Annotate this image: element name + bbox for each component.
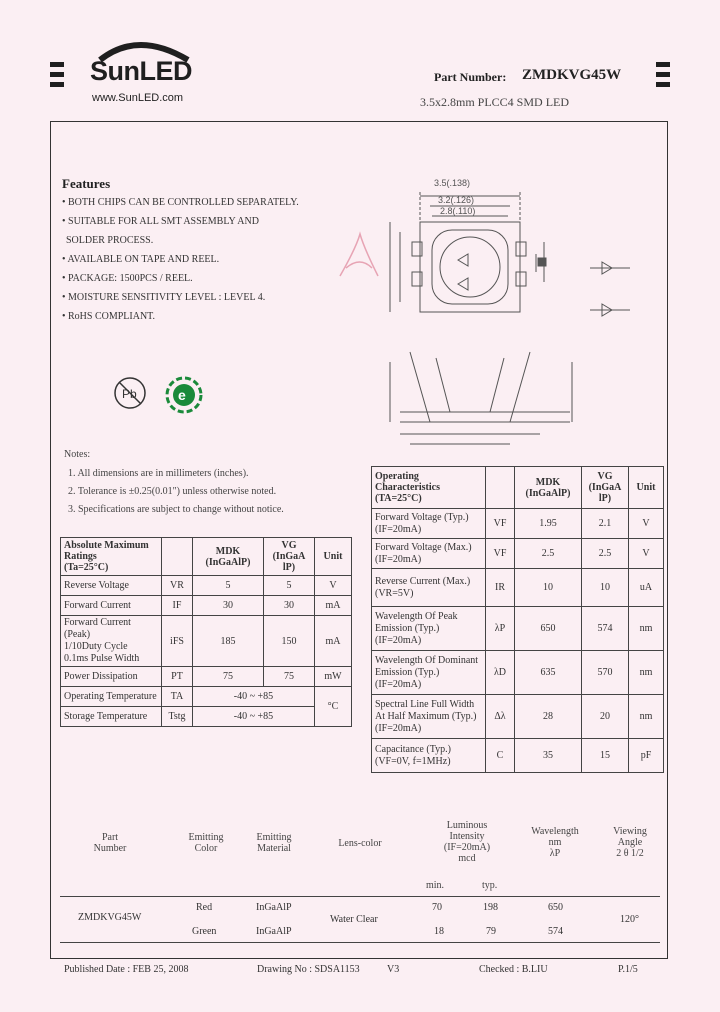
part-number-value: ZMDKVG45W xyxy=(522,67,622,83)
row-vg: 574 xyxy=(582,607,629,651)
sel-color: Green xyxy=(192,926,217,937)
package-dimension-drawing xyxy=(340,172,670,448)
row-symbol: λD xyxy=(486,651,515,695)
row-name: Forward Voltage (Max.) (IF=20mA) xyxy=(372,539,486,569)
row-symbol: VR xyxy=(162,576,193,596)
table-row xyxy=(61,596,352,616)
dim-label: 3.2(.126) xyxy=(438,195,475,205)
dim-label: 3.5(.138) xyxy=(434,178,471,188)
table-row xyxy=(372,539,664,569)
note-item: 2. Tolerance is ±0.25(0.01") unless otherwise noted. xyxy=(68,486,277,497)
row-range: -40 ~ +85 xyxy=(193,707,315,727)
row-vg: 5 xyxy=(264,576,315,596)
row-name: Storage Temperature xyxy=(61,707,162,727)
features-title: Features xyxy=(62,176,111,191)
brand-name: SunLED xyxy=(90,56,192,86)
sel-part-number: ZMDKVG45W xyxy=(78,912,142,923)
row-vg: 75 xyxy=(264,667,315,687)
sel-material: InGaAlP xyxy=(256,902,292,913)
feature-item: • MOISTURE SENSITIVITY LEVEL : LEVEL 4. xyxy=(62,292,266,303)
row-symbol: Tstg xyxy=(162,707,193,727)
row-mdk: 5 xyxy=(193,576,264,596)
table-row xyxy=(372,739,664,773)
row-symbol: C xyxy=(486,739,515,773)
row-mdk: 10 xyxy=(515,569,582,607)
abs-header-unit: Unit xyxy=(315,538,352,576)
table-row xyxy=(372,509,664,539)
row-mdk: 35 xyxy=(515,739,582,773)
row-name: Forward Current xyxy=(61,596,162,616)
row-mdk: 185 xyxy=(193,616,264,667)
brand-url: www.SunLED.com xyxy=(92,92,184,104)
row-vg: 30 xyxy=(264,596,315,616)
sel-min: 18 xyxy=(434,926,444,937)
abs-header-title: Absolute Maximum Ratings (Ta=25°C) xyxy=(61,538,162,576)
feature-item: SOLDER PROCESS. xyxy=(66,235,154,246)
selection-divider xyxy=(60,896,660,897)
row-vg: 570 xyxy=(582,651,629,695)
row-name: Forward Voltage (Typ.) (IF=20mA) xyxy=(372,509,486,539)
row-name: Capacitance (Typ.) (VF=0V, f=1MHz) xyxy=(372,739,486,773)
right-bars-icon xyxy=(656,62,670,92)
row-unit: V xyxy=(315,576,352,596)
sel-min: 70 xyxy=(432,902,442,913)
row-unit: uA xyxy=(629,569,664,607)
row-vg: 20 xyxy=(582,695,629,739)
sel-header-min: min. xyxy=(426,880,445,891)
notes-title: Notes: xyxy=(64,449,91,460)
pb-free-icon xyxy=(112,375,148,411)
op-header-title: Operating Characteristics (TA=25°C) xyxy=(372,467,486,509)
row-symbol: PT xyxy=(162,667,193,687)
row-name: Wavelength Of Dominant Emission (Typ.) (IF=20mA) xyxy=(372,651,486,695)
feature-item: • SUITABLE FOR ALL SMT ASSEMBLY AND xyxy=(62,216,259,227)
sel-header-typ: typ. xyxy=(482,880,498,891)
sel-header-material: Emitting Material xyxy=(256,832,292,854)
row-mdk: 30 xyxy=(193,596,264,616)
row-symbol: IF xyxy=(162,596,193,616)
footer-checked: Checked : B.LIU xyxy=(479,964,548,975)
footer-published: Published Date : FEB 25, 2008 xyxy=(64,964,189,975)
row-vg: 2.5 xyxy=(582,539,629,569)
row-unit: V xyxy=(629,509,664,539)
sel-material: InGaAlP xyxy=(256,926,292,937)
abs-header-vg: VG (InGaA lP) xyxy=(264,538,315,576)
package-subtitle: 3.5x2.8mm PLCC4 SMD LED xyxy=(420,95,570,109)
row-symbol: λP xyxy=(486,607,515,651)
table-row xyxy=(61,687,352,707)
row-mdk: 1.95 xyxy=(515,509,582,539)
operating-characteristics-table xyxy=(371,466,664,773)
row-unit: mA xyxy=(315,596,352,616)
pb-label: Pb xyxy=(122,387,137,401)
row-mdk: 650 xyxy=(515,607,582,651)
table-row xyxy=(372,569,664,607)
sel-viewing-angle: 120° xyxy=(620,914,639,925)
footer-page: P.1/5 xyxy=(618,964,638,975)
feature-item: • AVAILABLE ON TAPE AND REEL. xyxy=(62,254,220,265)
row-name: Operating Temperature xyxy=(61,687,162,707)
selection-divider xyxy=(60,942,660,943)
table-row xyxy=(372,695,664,739)
row-unit: mW xyxy=(315,667,352,687)
footer-version: V3 xyxy=(387,964,400,975)
abs-header-mdk: MDK (InGaAlP) xyxy=(193,538,264,576)
sel-lens-color: Water Clear xyxy=(330,914,378,925)
table-row xyxy=(372,607,664,651)
note-item: 1. All dimensions are in millimeters (inches). xyxy=(68,468,249,479)
row-vg: 2.1 xyxy=(582,509,629,539)
table-row xyxy=(61,707,352,727)
row-name: Wavelength Of Peak Emission (Typ.) (IF=20mA) xyxy=(372,607,486,651)
row-name: Reverse Current (Max.) (VR=5V) xyxy=(372,569,486,607)
row-unit: mA xyxy=(315,616,352,667)
row-vg: 10 xyxy=(582,569,629,607)
rohs-e-icon xyxy=(164,375,204,415)
row-vg: 150 xyxy=(264,616,315,667)
sel-header-wavelength: Wavelength nm λP xyxy=(531,826,579,859)
feature-item: • PACKAGE: 1500PCS / REEL. xyxy=(62,273,193,284)
sel-color: Red xyxy=(196,902,213,913)
row-symbol: IR xyxy=(486,569,515,607)
note-item: 3. Specifications are subject to change without notice. xyxy=(68,504,284,515)
dim-label: 2.8(.110) xyxy=(440,206,476,216)
sel-header-viewing: Viewing Angle 2 θ 1/2 xyxy=(613,826,647,859)
feature-item: • BOTH CHIPS CAN BE CONTROLLED SEPARATELY. xyxy=(62,197,299,208)
table-row xyxy=(61,616,352,667)
row-unit: nm xyxy=(629,695,664,739)
row-symbol: VF xyxy=(486,509,515,539)
row-symbol: TA xyxy=(162,687,193,707)
left-bars-icon xyxy=(50,62,64,92)
absolute-max-table xyxy=(60,537,352,727)
table-row xyxy=(372,651,664,695)
sel-typ: 198 xyxy=(483,902,498,913)
op-header-vg: VG (InGaA lP) xyxy=(582,467,629,509)
op-header-unit: Unit xyxy=(629,467,664,509)
feature-item: • RoHS COMPLIANT. xyxy=(62,311,156,322)
row-mdk: 2.5 xyxy=(515,539,582,569)
sel-header-lens: Lens-color xyxy=(338,838,382,849)
part-number-label: Part Number: xyxy=(434,70,507,84)
row-symbol: iFS xyxy=(162,616,193,667)
sel-wavelength: 650 xyxy=(548,902,563,913)
sel-header-color: Emitting Color xyxy=(188,832,224,854)
row-name: Forward Current (Peak) 1/10Duty Cycle 0.1ms Pulse Width xyxy=(61,616,162,667)
row-unit: °C xyxy=(315,687,352,727)
row-mdk: 75 xyxy=(193,667,264,687)
table-row xyxy=(61,576,352,596)
rohs-label: e xyxy=(178,387,186,403)
row-unit: V xyxy=(629,539,664,569)
row-symbol: VF xyxy=(486,539,515,569)
row-name: Power Dissipation xyxy=(61,667,162,687)
row-unit: pF xyxy=(629,739,664,773)
row-range: -40 ~ +85 xyxy=(193,687,315,707)
row-mdk: 635 xyxy=(515,651,582,695)
anode-mark-icon xyxy=(334,228,384,288)
row-vg: 15 xyxy=(582,739,629,773)
sel-typ: 79 xyxy=(486,926,496,937)
table-row xyxy=(61,667,352,687)
footer-drawing: Drawing No : SDSA1153 xyxy=(257,964,360,975)
row-name: Reverse Voltage xyxy=(61,576,162,596)
sel-header-luminous: Luminous Intensity (IF=20mA) mcd xyxy=(443,820,491,864)
sel-header-part: Part Number xyxy=(93,832,127,854)
op-header-mdk: MDK (InGaAlP) xyxy=(515,467,582,509)
row-name: Spectral Line Full Width At Half Maximum (Typ.) (IF=20mA) xyxy=(372,695,486,739)
row-symbol: Δλ xyxy=(486,695,515,739)
row-unit: nm xyxy=(629,607,664,651)
row-unit: nm xyxy=(629,651,664,695)
sel-wavelength: 574 xyxy=(548,926,563,937)
row-mdk: 28 xyxy=(515,695,582,739)
